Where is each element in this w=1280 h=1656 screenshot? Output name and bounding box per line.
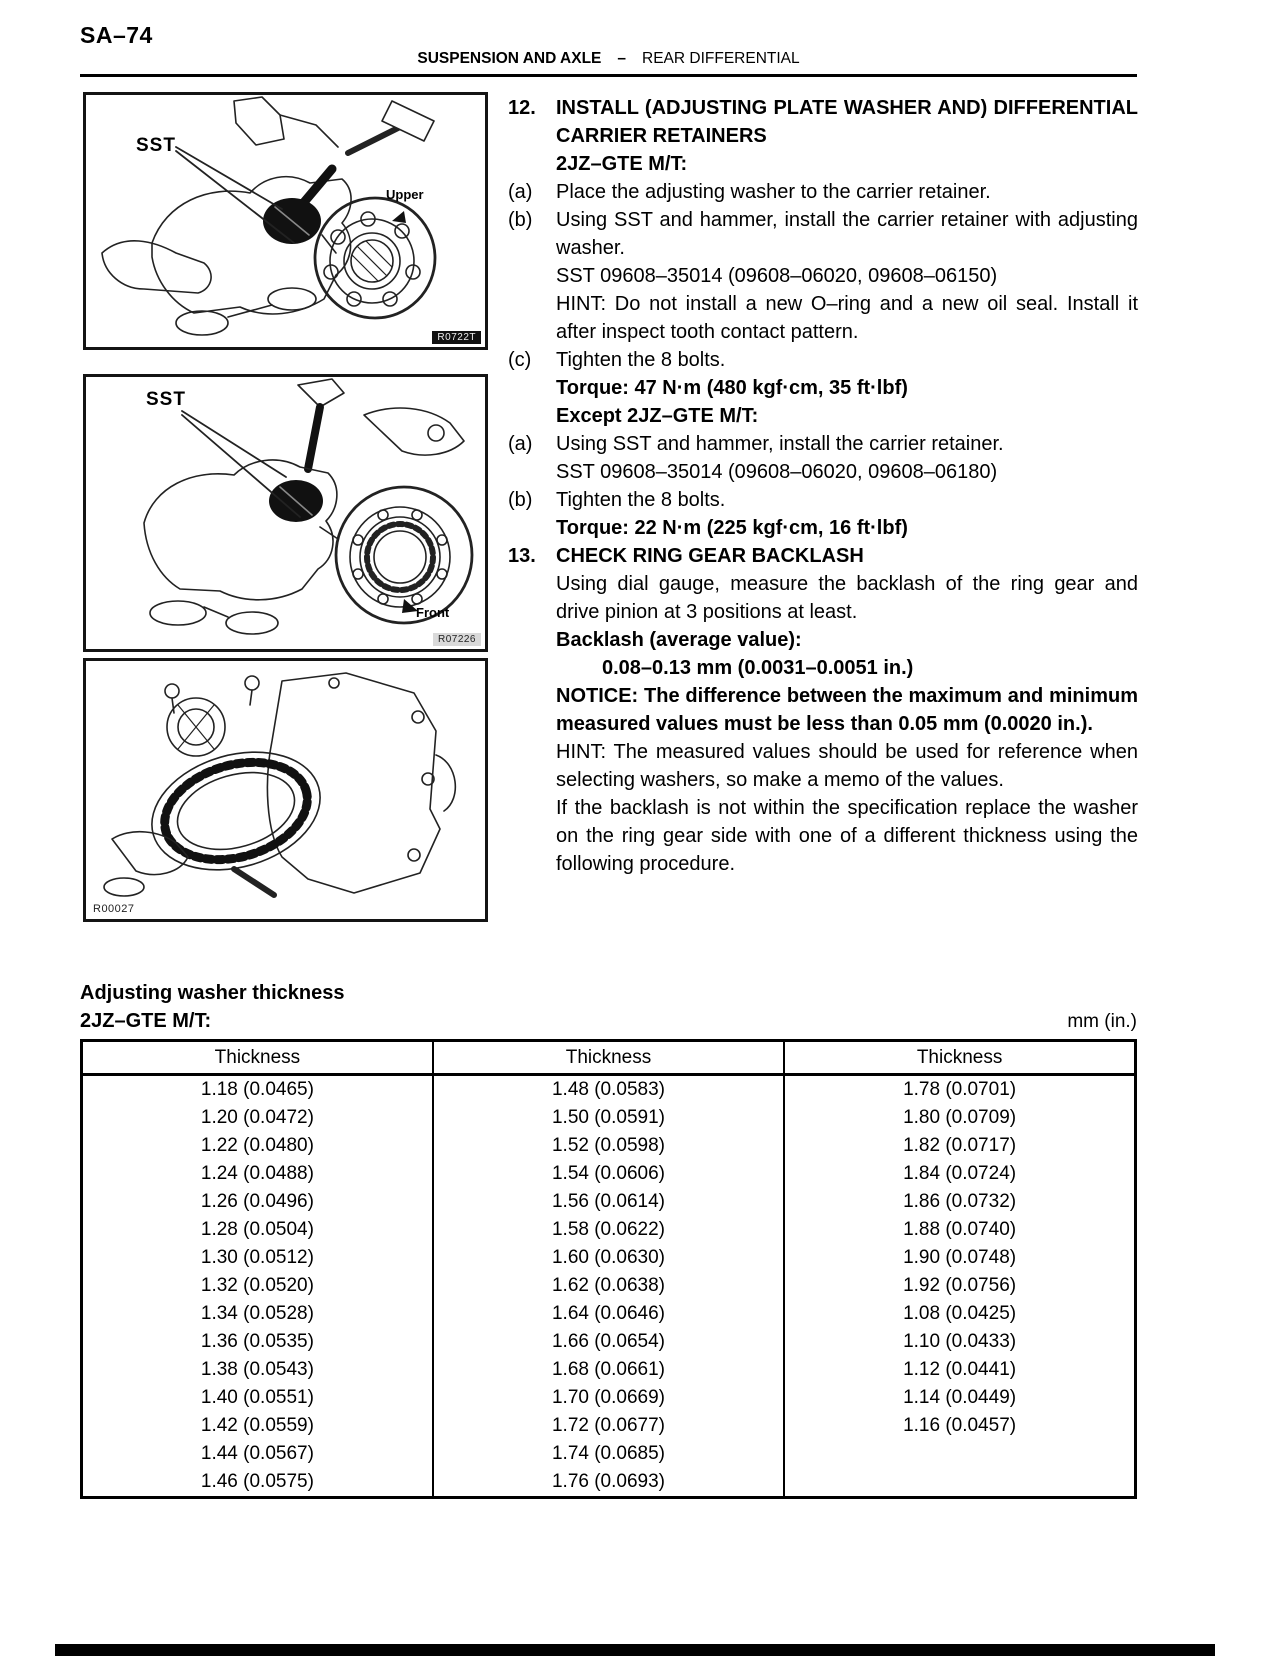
thickness-value: 1.62 (0.0638) xyxy=(433,1272,784,1300)
header-row xyxy=(82,1041,1136,1075)
front-direction-label: Front xyxy=(416,605,450,620)
table-row xyxy=(82,1384,1136,1412)
table-row xyxy=(82,1356,1136,1384)
instruction-text: INSTALL (ADJUSTING PLATE WASHER AND) DIFFERENTIAL CARRIER RETAINERS xyxy=(556,97,1138,147)
instruction-line xyxy=(508,262,1138,290)
instruction-line xyxy=(508,178,1138,206)
figure-reference-code: R00027 xyxy=(93,903,135,915)
figure-reference-code: R0722T xyxy=(432,331,481,344)
instruction-text: 0.08–0.13 mm (0.0031–0.0051 in.) xyxy=(602,657,914,679)
thickness-value: 1.90 (0.0748) xyxy=(784,1244,1135,1272)
thickness-value: 1.24 (0.0488) xyxy=(200,1163,314,1184)
section-header xyxy=(80,50,1137,68)
thickness-value: 1.32 (0.0520) xyxy=(200,1275,314,1296)
thickness-value: 1.46 (0.0575) xyxy=(200,1471,314,1492)
thickness-value: 1.44 (0.0567) xyxy=(200,1443,314,1464)
thickness-value: 1.10 (0.0433) xyxy=(784,1328,1135,1356)
instruction-line xyxy=(508,654,1138,682)
table-row xyxy=(82,1075,1136,1105)
thickness-value: 1.42 (0.0559) xyxy=(200,1415,314,1436)
column-header: Thickness xyxy=(82,1041,433,1075)
instruction-list xyxy=(508,94,1138,878)
instruction-text: NOTICE: The difference between the maximum and minimum measured values must be less than 0.05 mm (0.0020 in.). xyxy=(556,685,1138,735)
thickness-value: 1.74 (0.0685) xyxy=(433,1440,784,1468)
thickness-value: 1.28 (0.0504) xyxy=(200,1219,314,1240)
instruction-line xyxy=(508,374,1138,402)
instruction-line xyxy=(508,486,1138,514)
thickness-value: 1.70 (0.0669) xyxy=(433,1384,784,1412)
thickness-value: 1.84 (0.0724) xyxy=(784,1160,1135,1188)
thickness-value: 1.92 (0.0756) xyxy=(784,1272,1135,1300)
table-row xyxy=(82,1468,1136,1498)
instruction-line xyxy=(508,150,1138,178)
line-art-illustration xyxy=(86,95,485,347)
instruction-marker: (a) xyxy=(508,433,533,455)
instruction-text: Torque: 22 N·m (225 kgf·cm, 16 ft·lbf) xyxy=(556,517,908,539)
thickness-value: 1.66 (0.0654) xyxy=(433,1328,784,1356)
instruction-text: Place the adjusting washer to the carrier retainer. xyxy=(556,181,991,203)
instruction-line xyxy=(508,94,1138,150)
instruction-line xyxy=(508,206,1138,262)
upper-direction-label: Upper xyxy=(386,187,424,202)
instruction-line xyxy=(508,682,1138,738)
table-row xyxy=(82,1216,1136,1244)
thickness-value: 1.48 (0.0583) xyxy=(433,1075,784,1105)
thickness-value: 1.64 (0.0646) xyxy=(433,1300,784,1328)
subsection-title: REAR DIFFERENTIAL xyxy=(642,50,800,67)
instruction-text: Tighten the 8 bolts. xyxy=(556,349,726,371)
instruction-text: HINT: The measured values should be used for reference when selecting washers, so make a memo of the values. xyxy=(556,741,1138,791)
column-header: Thickness xyxy=(784,1041,1135,1075)
thickness-value: 1.18 (0.0465) xyxy=(200,1079,314,1100)
table-row xyxy=(82,1104,1136,1132)
instruction-text: HINT: Do not install a new O–ring and a new oil seal. Install it after inspect tooth contact pattern. xyxy=(556,293,1138,343)
table-row xyxy=(82,1132,1136,1160)
section-title: SUSPENSION AND AXLE xyxy=(417,50,602,67)
washer-table-subtitle: 2JZ–GTE M/T: xyxy=(80,1010,212,1032)
instruction-text: Except 2JZ–GTE M/T: xyxy=(556,405,759,427)
thickness-value: 1.34 (0.0528) xyxy=(200,1303,314,1324)
thickness-value: 1.88 (0.0740) xyxy=(784,1216,1135,1244)
scan-artifact-bar xyxy=(55,1644,1215,1656)
instruction-line xyxy=(508,430,1138,458)
thickness-value: 1.08 (0.0425) xyxy=(784,1300,1135,1328)
washer-table-body xyxy=(82,1075,1136,1498)
column-header: Thickness xyxy=(433,1041,784,1075)
instruction-text: If the backlash is not within the specification replace the washer on the ring gear side with one of a different thickness using the following procedure. xyxy=(556,797,1138,875)
unit-label: mm (in.) xyxy=(1067,1011,1137,1032)
line-art-illustration xyxy=(86,661,485,919)
thickness-value: 1.82 (0.0717) xyxy=(784,1132,1135,1160)
figure-reference-code: R07226 xyxy=(433,633,481,646)
instruction-text: Using dial gauge, measure the backlash of the ring gear and drive pinion at 3 positions at least. xyxy=(556,573,1138,623)
header-rule xyxy=(80,74,1137,77)
instruction-text: Using SST and hammer, install the carrier retainer. xyxy=(556,433,1004,455)
instruction-text: 2JZ–GTE M/T: xyxy=(556,153,688,175)
instruction-text: CHECK RING GEAR BACKLASH xyxy=(556,545,864,567)
thickness-value: 1.78 (0.0701) xyxy=(784,1075,1135,1105)
thickness-value: 1.50 (0.0591) xyxy=(433,1104,784,1132)
thickness-value: 1.76 (0.0693) xyxy=(433,1468,784,1498)
thickness-value: 1.38 (0.0543) xyxy=(200,1359,314,1380)
washer-table xyxy=(80,1039,1137,1499)
thickness-value: 1.26 (0.0496) xyxy=(200,1191,314,1212)
instruction-line xyxy=(508,542,1138,570)
section-divider: – xyxy=(617,50,627,67)
instruction-line xyxy=(508,626,1138,654)
washer-table-head xyxy=(82,1041,1136,1075)
table-row xyxy=(82,1160,1136,1188)
thickness-value: 1.60 (0.0630) xyxy=(433,1244,784,1272)
table-row xyxy=(82,1244,1136,1272)
thickness-value: 1.72 (0.0677) xyxy=(433,1412,784,1440)
instruction-marker: (a) xyxy=(508,181,533,203)
thickness-value: 1.30 (0.0512) xyxy=(200,1247,314,1268)
thickness-value: 1.86 (0.0732) xyxy=(784,1188,1135,1216)
sst-callout-label: SST xyxy=(136,135,176,156)
table-row xyxy=(82,1188,1136,1216)
instruction-text: SST 09608–35014 (09608–06020, 09608–06150) xyxy=(556,265,998,287)
thickness-value: 1.80 (0.0709) xyxy=(784,1104,1135,1132)
thickness-value: 1.16 (0.0457) xyxy=(784,1412,1135,1440)
sst-callout-label: SST xyxy=(146,389,186,410)
instruction-line xyxy=(508,290,1138,346)
figure-install-retainer-front xyxy=(83,374,488,652)
table-row xyxy=(82,1328,1136,1356)
instruction-text: Using SST and hammer, install the carrier retainer with adjusting washer. xyxy=(556,209,1138,259)
instruction-marker: (c) xyxy=(508,349,532,371)
instruction-line xyxy=(508,514,1138,542)
thickness-value xyxy=(784,1440,1135,1468)
thickness-value: 1.20 (0.0472) xyxy=(200,1107,314,1128)
washer-table-title: Adjusting washer thickness xyxy=(80,982,345,1004)
instruction-line xyxy=(508,346,1138,374)
instruction-marker: 13. xyxy=(508,545,536,567)
washer-thickness-section xyxy=(80,980,1137,1499)
instruction-text: Torque: 47 N·m (480 kgf·cm, 35 ft·lbf) xyxy=(556,377,908,399)
instruction-marker: (b) xyxy=(508,489,533,511)
table-row xyxy=(82,1272,1136,1300)
thickness-value xyxy=(784,1468,1135,1498)
thickness-value: 1.12 (0.0441) xyxy=(784,1356,1135,1384)
thickness-value: 1.68 (0.0661) xyxy=(433,1356,784,1384)
instruction-line xyxy=(508,794,1138,878)
instruction-line xyxy=(508,738,1138,794)
thickness-value: 1.52 (0.0598) xyxy=(433,1132,784,1160)
instruction-marker: 12. xyxy=(508,97,536,119)
thickness-value: 1.36 (0.0535) xyxy=(200,1331,314,1352)
instruction-text: SST 09608–35014 (09608–06020, 09608–06180) xyxy=(556,461,998,483)
thickness-value: 1.14 (0.0449) xyxy=(784,1384,1135,1412)
page-number: SA–74 xyxy=(80,22,153,48)
figure-install-retainer-upper xyxy=(83,92,488,350)
table-row xyxy=(82,1440,1136,1468)
instruction-text: Backlash (average value): xyxy=(556,629,802,651)
figure-ring-gear-carrier xyxy=(83,658,488,922)
instruction-line xyxy=(508,458,1138,486)
thickness-value: 1.40 (0.0551) xyxy=(200,1387,314,1408)
instruction-text: Tighten the 8 bolts. xyxy=(556,489,726,511)
thickness-value: 1.54 (0.0606) xyxy=(433,1160,784,1188)
washer-table-subrow xyxy=(80,1010,1137,1033)
instruction-line xyxy=(508,570,1138,626)
thickness-value: 1.22 (0.0480) xyxy=(200,1135,314,1156)
instruction-marker: (b) xyxy=(508,209,533,231)
thickness-value: 1.56 (0.0614) xyxy=(433,1188,784,1216)
table-row xyxy=(82,1300,1136,1328)
table-row xyxy=(82,1412,1136,1440)
instruction-line xyxy=(508,402,1138,430)
thickness-value: 1.58 (0.0622) xyxy=(433,1216,784,1244)
